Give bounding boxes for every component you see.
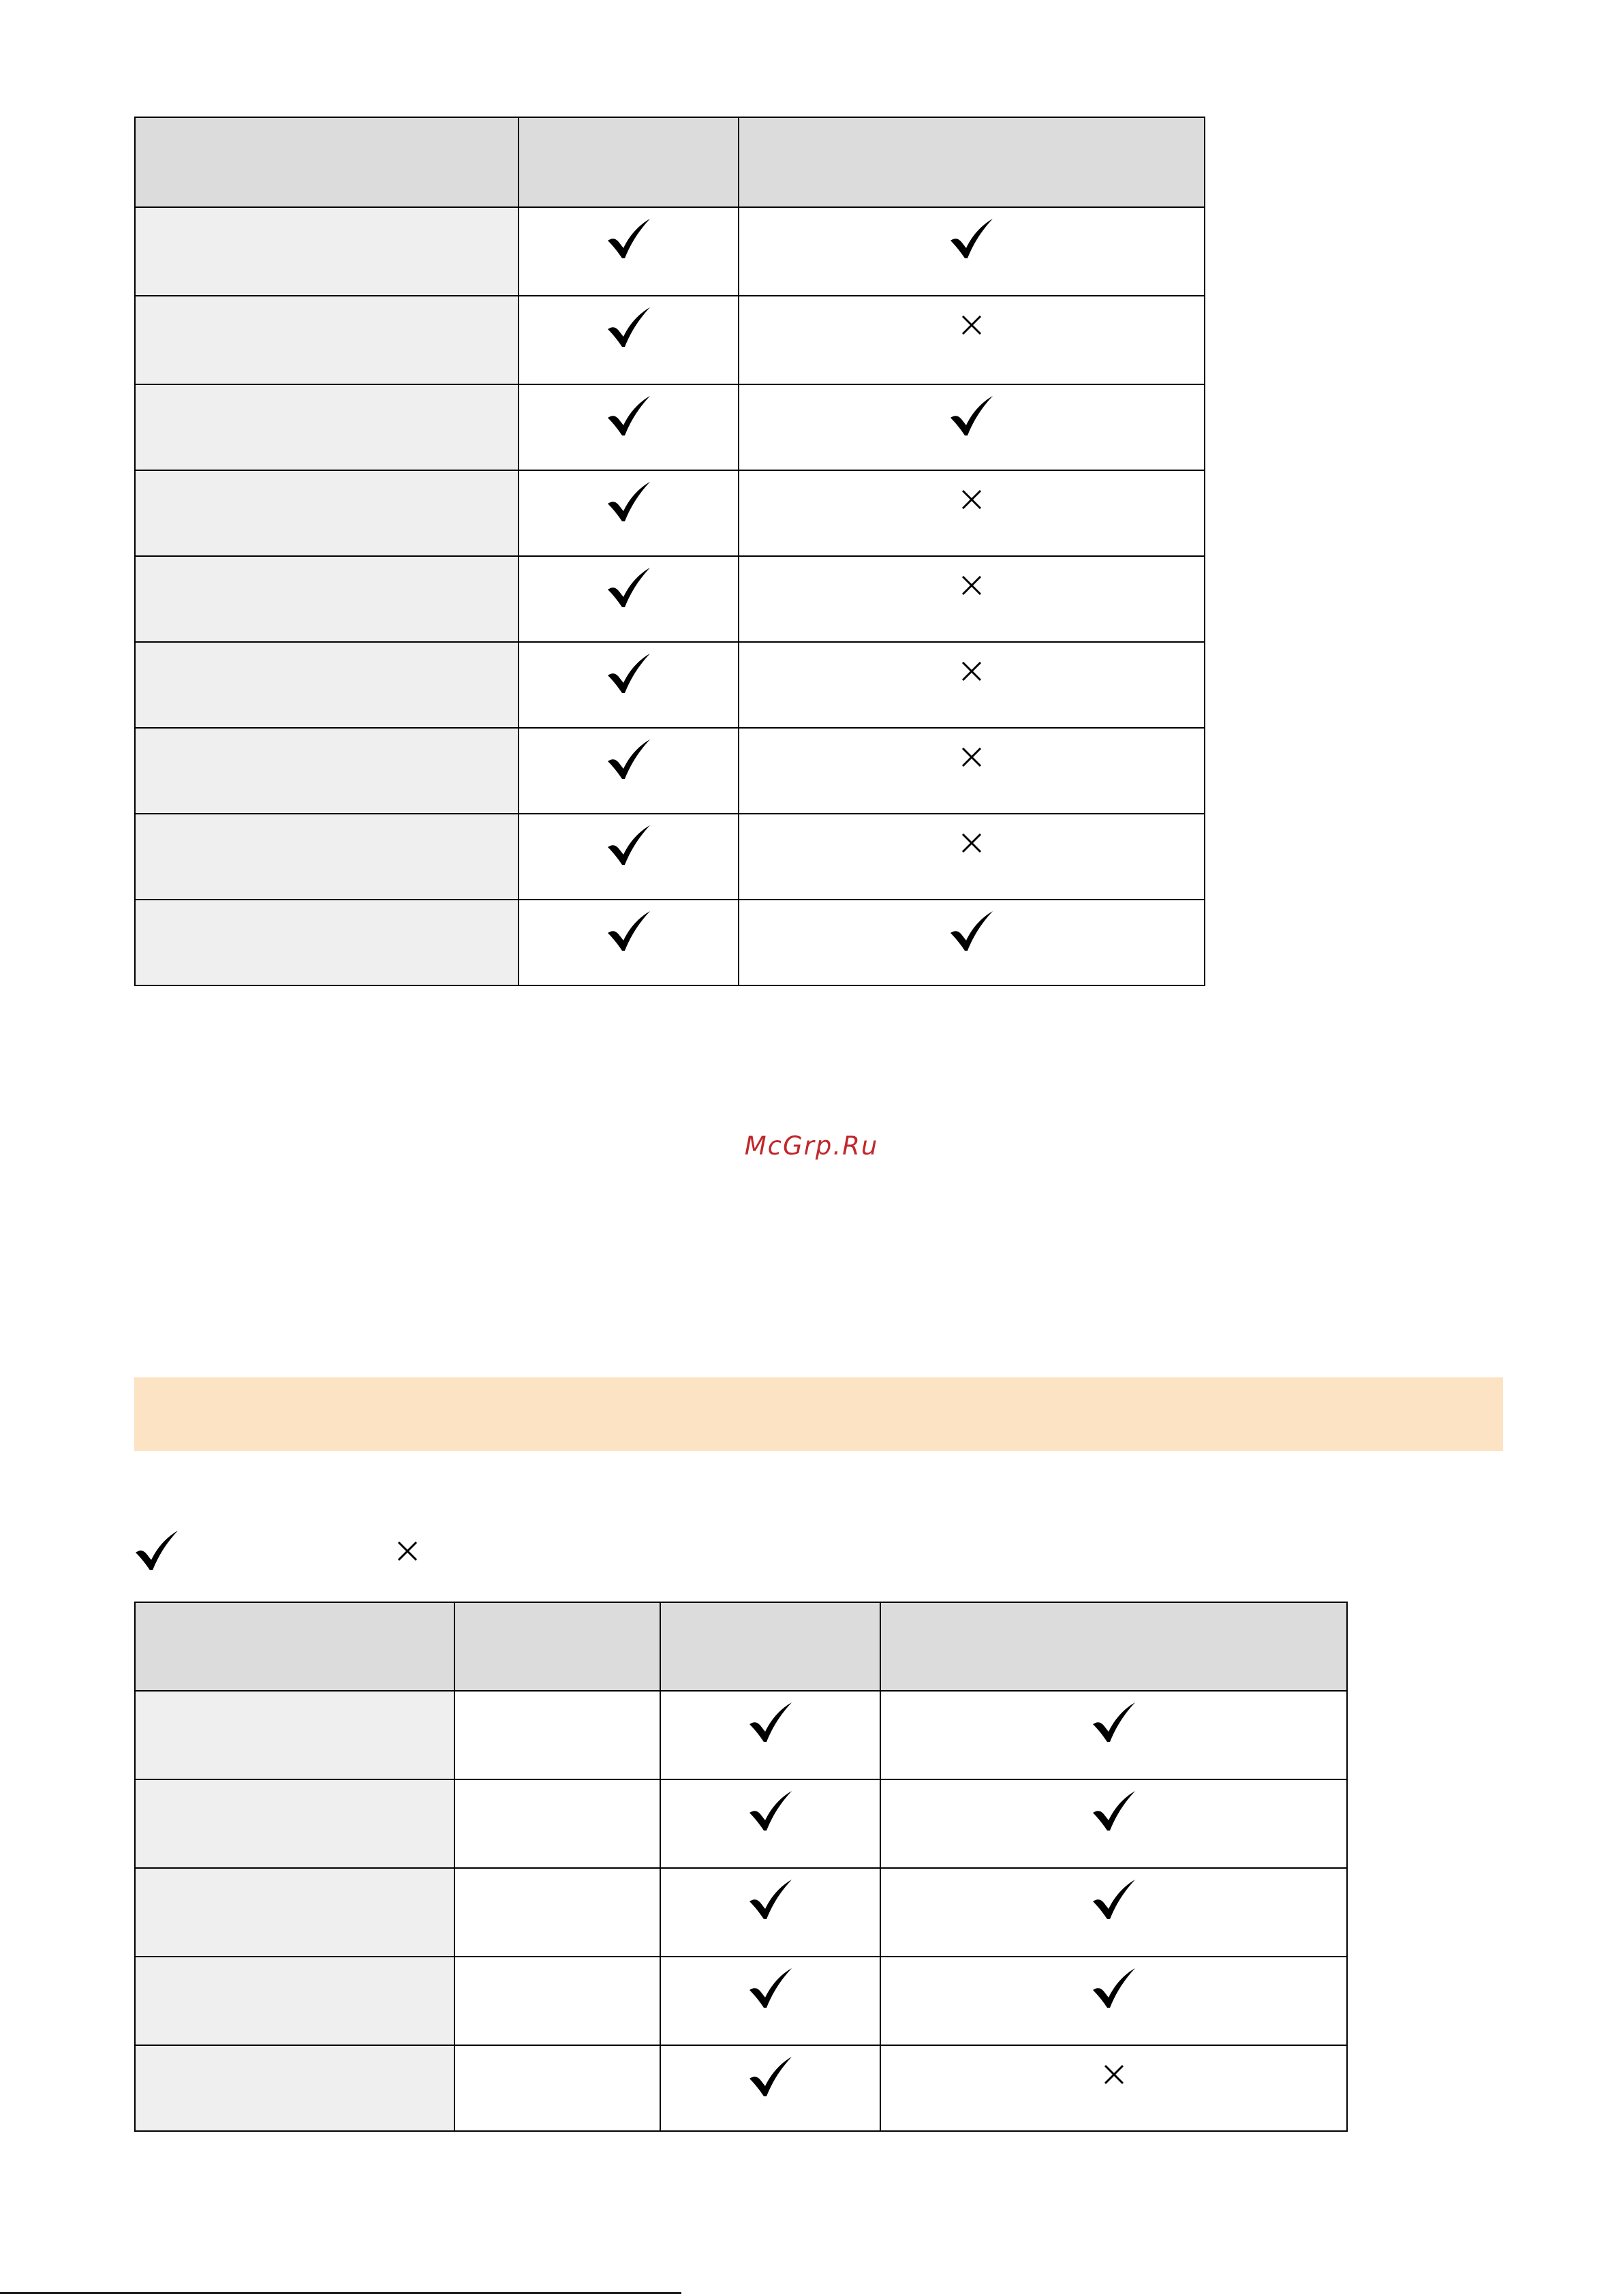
column-header	[135, 117, 519, 207]
table-cell	[519, 556, 739, 642]
check-icon	[605, 480, 653, 523]
cross-icon	[961, 832, 983, 854]
legend-cross-icon	[397, 1540, 418, 1565]
row-label	[135, 728, 519, 814]
row-label	[135, 1868, 454, 1957]
row-label	[135, 2045, 454, 2131]
table-header-row	[135, 117, 1205, 207]
table-row	[135, 384, 1205, 470]
compatibility-table-1	[134, 117, 1205, 986]
check-icon	[747, 1701, 794, 1743]
table-row	[135, 556, 1205, 642]
check-icon	[948, 910, 995, 952]
table-cell	[660, 2045, 880, 2131]
row-label	[135, 207, 519, 296]
table-cell	[519, 900, 739, 985]
table-cell	[660, 1779, 880, 1868]
table-cell	[519, 207, 739, 296]
row-label	[135, 642, 519, 728]
table-cell	[739, 296, 1205, 384]
section-banner	[134, 1377, 1503, 1451]
table-cell	[519, 384, 739, 470]
table-header-row	[135, 1602, 1347, 1691]
table-row	[135, 2045, 1347, 2131]
check-icon	[1090, 1878, 1138, 1920]
table-row	[135, 900, 1205, 985]
table-cell	[454, 1868, 660, 1957]
check-icon	[1090, 1701, 1138, 1743]
footer-divider	[0, 2292, 681, 2294]
check-icon	[948, 217, 995, 260]
table-cell	[880, 1779, 1347, 1868]
table-cell	[739, 470, 1205, 556]
table-row	[135, 642, 1205, 728]
watermark: McGrp.Ru	[744, 1131, 879, 1161]
table-cell	[739, 207, 1205, 296]
table-row	[135, 207, 1205, 296]
table-cell	[519, 642, 739, 728]
check-icon	[605, 910, 653, 952]
table-cell	[454, 2045, 660, 2131]
column-header	[660, 1602, 880, 1691]
table-row	[135, 296, 1205, 384]
table-cell	[739, 556, 1205, 642]
table-row	[135, 1868, 1347, 1957]
column-header	[880, 1602, 1347, 1691]
check-icon	[747, 1967, 794, 2009]
table-cell	[454, 1779, 660, 1868]
table-cell	[739, 384, 1205, 470]
table-row	[135, 728, 1205, 814]
table-cell	[880, 1691, 1347, 1779]
cross-icon	[961, 746, 983, 768]
cross-icon	[961, 489, 983, 510]
cross-icon	[961, 314, 983, 336]
row-label	[135, 1957, 454, 2045]
check-icon	[1090, 1967, 1138, 2009]
table-cell	[739, 728, 1205, 814]
check-icon	[605, 306, 653, 348]
row-label	[135, 384, 519, 470]
table-cell	[519, 728, 739, 814]
row-label	[135, 296, 519, 384]
row-label	[135, 470, 519, 556]
cross-icon	[1103, 2064, 1125, 2085]
check-icon	[747, 1878, 794, 1920]
table-cell	[880, 1957, 1347, 2045]
legend-check-icon	[133, 1529, 181, 1574]
table-cell	[880, 1868, 1347, 1957]
table-cell	[660, 1868, 880, 1957]
check-icon	[605, 217, 653, 260]
check-icon	[605, 824, 653, 866]
table-cell	[739, 814, 1205, 900]
compatibility-table-2	[134, 1602, 1348, 2132]
row-label	[135, 900, 519, 985]
check-icon	[605, 738, 653, 780]
table-cell	[454, 1957, 660, 2045]
row-label	[135, 556, 519, 642]
table-cell	[519, 470, 739, 556]
check-icon	[605, 395, 653, 437]
table-cell	[660, 1691, 880, 1779]
check-icon	[948, 395, 995, 437]
row-label	[135, 814, 519, 900]
table-row	[135, 470, 1205, 556]
check-icon	[605, 566, 653, 609]
row-label	[135, 1779, 454, 1868]
table-cell	[454, 1691, 660, 1779]
table-cell	[519, 296, 739, 384]
column-header	[135, 1602, 454, 1691]
table-cell	[739, 900, 1205, 985]
column-header	[739, 117, 1205, 207]
check-icon	[1090, 1790, 1138, 1832]
table-row	[135, 1691, 1347, 1779]
table-cell	[739, 642, 1205, 728]
column-header	[519, 117, 739, 207]
cross-icon	[961, 660, 983, 682]
check-icon	[747, 1790, 794, 1832]
table-cell	[880, 2045, 1347, 2131]
table-cell	[660, 1957, 880, 2045]
row-label	[135, 1691, 454, 1779]
cross-icon	[961, 575, 983, 596]
table-row	[135, 1779, 1347, 1868]
table-row	[135, 814, 1205, 900]
table-row	[135, 1957, 1347, 2045]
table-cell	[519, 814, 739, 900]
column-header	[454, 1602, 660, 1691]
check-icon	[605, 652, 653, 694]
check-icon	[747, 2055, 794, 2098]
